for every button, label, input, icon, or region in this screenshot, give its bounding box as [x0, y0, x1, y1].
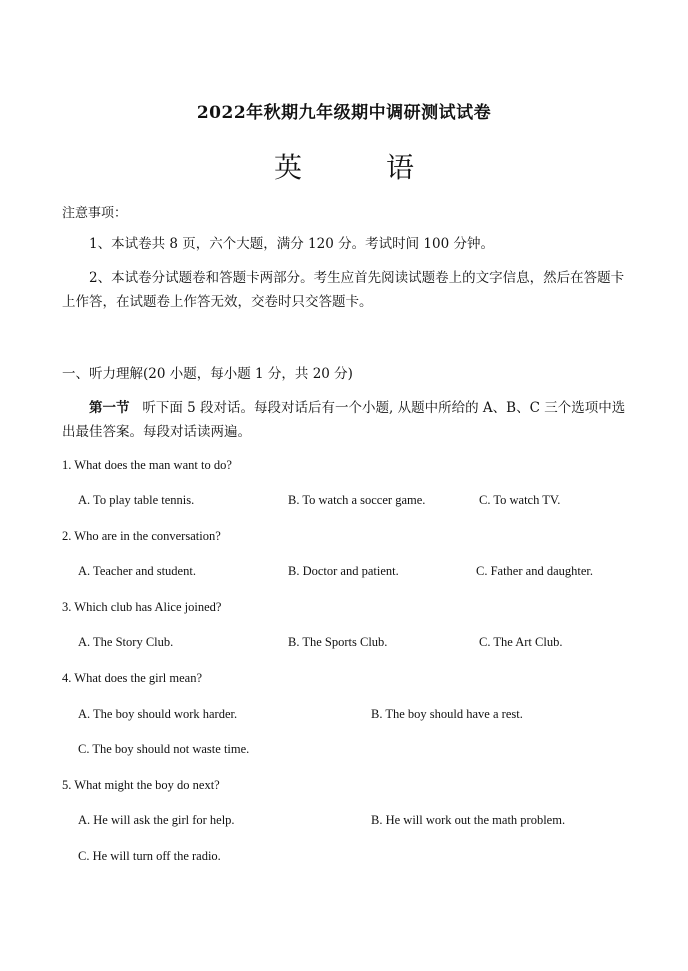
part-instructions — [62, 396, 628, 444]
option-a: A. He will ask the girl for help. — [78, 813, 235, 827]
subject-heading — [0, 146, 688, 186]
notice-item: 2、本试卷分试题卷和答题卡两部分。考生应首先阅读试题卷上的文字信息，然后在答题卡上作答，在试题卷上作答无效，交卷时只交答题卡。 — [62, 270, 625, 310]
question-stem: 2. Who are in the conversation? — [62, 529, 221, 543]
question-stem: 3. Which club has Alice joined? — [62, 600, 222, 614]
notice-item: 1、本试卷共 8 页，六个大题，满分 120 分。考试时间 100 分钟。 — [89, 236, 494, 252]
option-c: C. Father and daughter. — [476, 564, 593, 578]
option-c: C. The Art Club. — [479, 635, 563, 649]
question-stem: 4. What does the girl mean? — [62, 671, 203, 685]
option-c: C. He will turn off the radio. — [78, 849, 221, 863]
option-b: B. To watch a soccer game. — [288, 493, 426, 507]
section-heading: 一、听力理解(20 小题，每小题 1 分，共 20 分) — [62, 366, 353, 382]
subject-char-left: 英 — [273, 151, 302, 184]
option-a: A. Teacher and student. — [78, 564, 196, 578]
option-b: B. The boy should have a rest. — [371, 707, 523, 721]
option-b: B. The Sports Club. — [288, 635, 388, 649]
question-stem: 1. What does the man want to do? — [62, 458, 232, 472]
question-stem: 5. What might the boy do next? — [62, 778, 220, 792]
option-a: A. To play table tennis. — [78, 493, 195, 507]
option-a: A. The Story Club. — [78, 635, 174, 649]
part-text: 听下面 5 段对话。每段对话后有一个小题, 从题中所给的 A、B、C 三个选项中选出最佳答案。每段对话读两遍。 — [62, 400, 626, 440]
option-c: C. The boy should not waste time. — [78, 742, 250, 756]
exam-title: 2022年秋期九年级期中调研测试试卷 — [196, 103, 492, 123]
option-a: A. The boy should work harder. — [78, 707, 238, 721]
notice-heading: 注意事项： — [62, 206, 128, 221]
option-b: B. Doctor and patient. — [288, 564, 399, 578]
option-c: C. To watch TV. — [479, 493, 561, 507]
option-b: B. He will work out the math problem. — [371, 813, 566, 827]
part-label: 第一节 — [89, 400, 130, 416]
subject-char-right: 语 — [386, 151, 415, 184]
